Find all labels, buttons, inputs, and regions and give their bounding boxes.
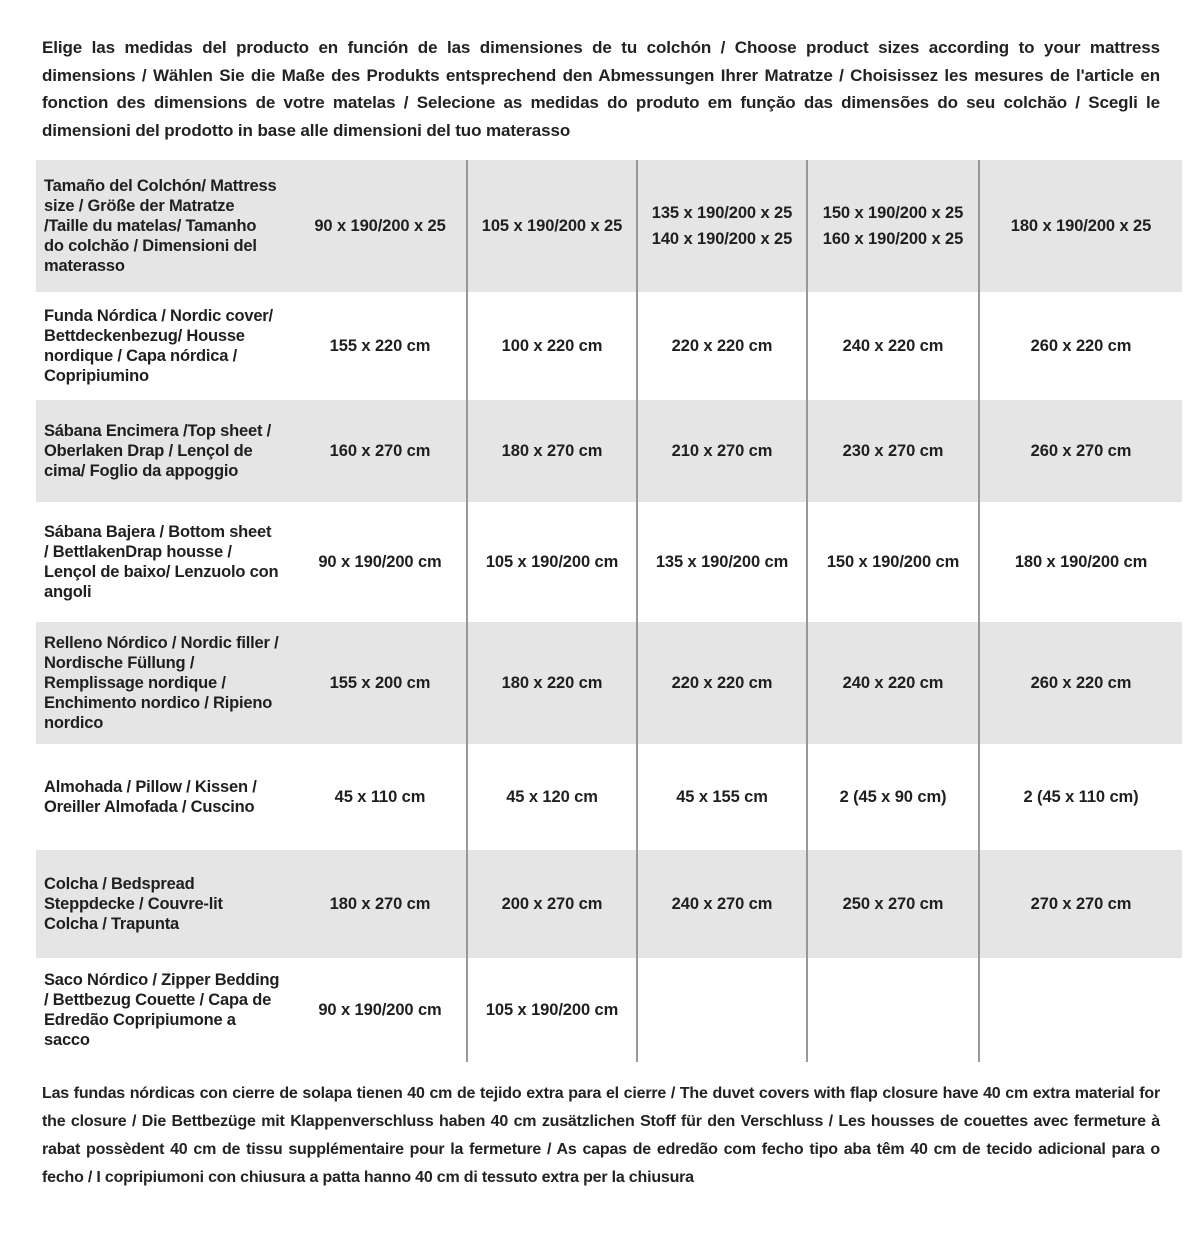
size-line-group (314, 213, 445, 239)
size-cell: 230 x 270 cm (806, 400, 978, 502)
table-row-pillow (36, 744, 1182, 850)
size-cell: 160 x 270 cm (329, 441, 431, 460)
size-line: 105 x 190/200 x 25 (481, 217, 623, 235)
size-line-group (823, 200, 963, 252)
size-cell: 240 x 220 cm (806, 292, 978, 400)
size-cell: 260 x 270 cm (978, 400, 1182, 502)
footnote-text: Las fundas nórdicas con cierre de solapa tienen 40 cm de tejido extra para el cierre / The duvet covers with flap closure have 40 cm extra material for the closure / Die Bettbezüge mit Klappenverschluss haben 40 cm zusätzlichen Stoff für den Verschluss / Les housses de couettes avec fermeture à rabat possèdent 40 cm de tissu supplémentaire pour la fermeture / As capas de edredão com fecho tipo aba têm 40 cm de tecido adicional para o fecho / I copripiumoni con chiusura a patta hanno 40 cm di tessuto extra per la chiusura (42, 1085, 1160, 1186)
table-row-bedspread (36, 850, 1182, 958)
header-size-cell (636, 160, 806, 292)
row-label: Sábana Encimera /Top sheet / Oberlaken Drap / Lençol de cima/ Foglio da appoggio (44, 422, 272, 480)
size-cell: 105 x 190/200 cm (466, 502, 636, 622)
size-line: 140 x 190/200 x 25 (651, 230, 793, 248)
size-line: 180 x 190/200 x 25 (1010, 217, 1152, 235)
size-cell: 180 x 220 cm (466, 622, 636, 744)
size-table (36, 160, 1182, 1062)
size-cell: 45 x 120 cm (466, 744, 636, 850)
row-label: Relleno Nórdico / Nordic filler / Nordische Füllung / Remplissage nordique / Enchimento nordico / Ripieno nordico (44, 634, 279, 732)
size-cell: 260 x 220 cm (978, 292, 1182, 400)
table-row-nordic-filler (36, 622, 1182, 744)
size-cell: 150 x 190/200 cm (806, 502, 978, 622)
size-cell: 260 x 220 cm (978, 622, 1182, 744)
table-row-bottom-sheet (36, 502, 1182, 622)
header-size-cell (294, 160, 466, 292)
size-cell: 210 x 270 cm (636, 400, 806, 502)
size-cell: 90 x 190/200 cm (318, 552, 442, 571)
size-cell (806, 958, 978, 1062)
size-cell: 100 x 220 cm (466, 292, 636, 400)
table-row-top-sheet (36, 400, 1182, 502)
row-label: Saco Nórdico / Zipper Bedding / Bettbezug Couette / Capa de Edredão Copripiumone a sacco (44, 971, 280, 1049)
size-cell: 45 x 155 cm (636, 744, 806, 850)
size-line: 90 x 190/200 x 25 (314, 217, 446, 235)
size-cell (978, 958, 1182, 1062)
table-row-nordic-cover (36, 292, 1182, 400)
size-line: 160 x 190/200 x 25 (822, 230, 964, 248)
row-label: Sábana Bajera / Bottom sheet / BettlakenDrap housse / Lençol de baixo/ Lenzuolo con angoli (44, 523, 279, 601)
size-cell: 155 x 200 cm (329, 673, 431, 692)
size-cell: 2 (45 x 90 cm) (806, 744, 978, 850)
size-cell (636, 958, 806, 1062)
intro-text: Elige las medidas del producto en función de las dimensiones de tu colchón / Choose product sizes according to your mattress dimensions / Wählen Sie die Maße des Produkts entsprechend den Abmessungen Ihrer Matratze / Choisissez les mesures de l'article en fonction des dimensions de votre matelas / Selecione as medidas do produto em funçăo das dimensões do seu colchăo / Scegli le dimensioni del prodotto in base alle dimensioni del tuo materasso (42, 38, 1160, 140)
size-line: 150 x 190/200 x 25 (822, 204, 964, 222)
size-cell: 240 x 270 cm (636, 850, 806, 958)
header-size-cell (466, 160, 636, 292)
table-header-row (36, 160, 1182, 292)
size-line-group (652, 200, 792, 252)
size-cell: 180 x 270 cm (466, 400, 636, 502)
size-cell: 220 x 220 cm (636, 622, 806, 744)
size-cell: 180 x 190/200 cm (978, 502, 1182, 622)
size-cell: 45 x 110 cm (334, 787, 426, 806)
size-cell: 90 x 190/200 cm (318, 1000, 442, 1019)
row-label: Colcha / Bedspread Steppdecke / Couvre-lit Colcha / Trapunta (44, 875, 223, 933)
mattress-size-label: Tamaño del Colchón/ Mattress size / Größe der Matratze /Taille du matelas/ Tamanho do colchăo / Dimensioni del materasso (44, 177, 277, 275)
size-line-group (1011, 213, 1151, 239)
size-line: 135 x 190/200 x 25 (651, 204, 793, 222)
size-cell: 180 x 270 cm (329, 894, 431, 913)
size-cell: 240 x 220 cm (806, 622, 978, 744)
size-cell: 220 x 220 cm (636, 292, 806, 400)
table-row-zipper-bedding (36, 958, 1182, 1062)
size-cell: 250 x 270 cm (806, 850, 978, 958)
header-size-cell (806, 160, 978, 292)
row-label: Funda Nórdica / Nordic cover/ Bettdeckenbezug/ Housse nordique / Capa nórdica / Copripiumino (44, 307, 273, 385)
size-cell: 105 x 190/200 cm (466, 958, 636, 1062)
size-line-group (482, 213, 622, 239)
size-cell: 155 x 220 cm (329, 336, 431, 355)
size-cell: 2 (45 x 110 cm) (978, 744, 1182, 850)
size-cell: 200 x 270 cm (466, 850, 636, 958)
row-label: Almohada / Pillow / Kissen / Oreiller Almofada / Cuscino (44, 778, 257, 816)
size-cell: 135 x 190/200 cm (636, 502, 806, 622)
size-cell: 270 x 270 cm (978, 850, 1182, 958)
header-size-cell (978, 160, 1182, 292)
